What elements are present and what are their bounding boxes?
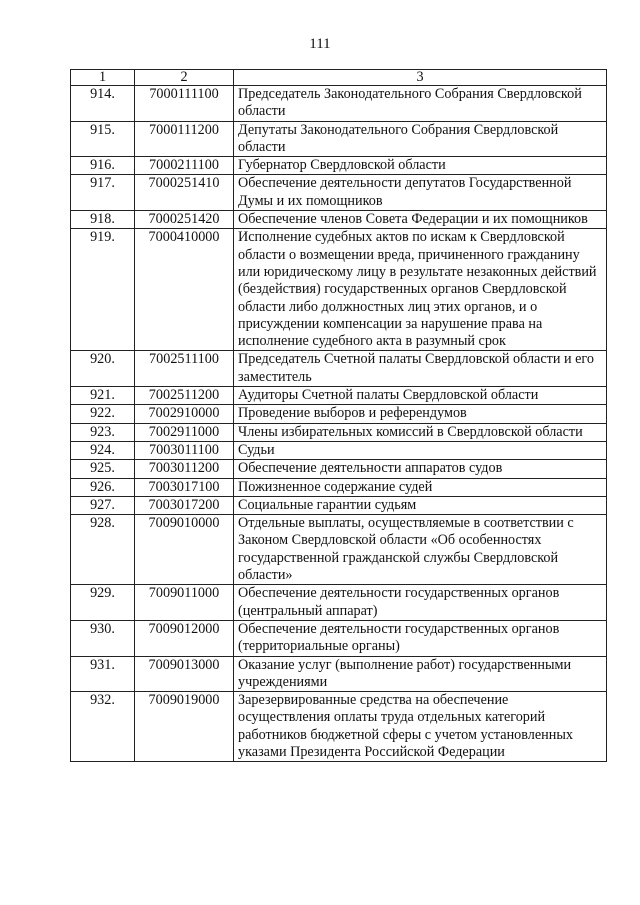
table-row (71, 351, 607, 387)
row-code: 7002511100 (135, 351, 234, 387)
row-code: 7000410000 (135, 229, 234, 351)
row-name: Аудиторы Счетной палаты Свердловской области (234, 387, 607, 405)
row-name: Обеспечение деятельности государственных органов (центральный аппарат) (234, 585, 607, 621)
row-number: 921. (71, 387, 135, 405)
table-header-row (71, 70, 607, 86)
row-name: Председатель Счетной палаты Свердловской области и его заместитель (234, 351, 607, 387)
table-body (71, 86, 607, 762)
row-name: Обеспечение членов Совета Федерации и их помощников (234, 211, 607, 229)
row-name: Социальные гарантии судьям (234, 496, 607, 514)
row-number: 930. (71, 620, 135, 656)
table-row (71, 620, 607, 656)
classification-table (70, 69, 607, 762)
row-number: 918. (71, 211, 135, 229)
page-number: 111 (309, 36, 331, 52)
table-row (71, 157, 607, 175)
header-col-3: 3 (234, 70, 607, 86)
row-name: Исполнение судебных актов по искам к Свердловской области о возмещении вреда, причиненного гражданину или юридическому лицу в результате незаконных действий (бездействия) государственных органов Свердловской области либо должностных лиц этих органов, и о присуждении компенсации за нарушение права на исполнение судебного акта в разумный срок (234, 229, 607, 351)
table-row (71, 211, 607, 229)
table-row (71, 656, 607, 692)
row-name: Обеспечение деятельности депутатов Государственной Думы и их помощников (234, 175, 607, 211)
row-number: 928. (71, 515, 135, 585)
row-number: 917. (71, 175, 135, 211)
row-code: 7000251410 (135, 175, 234, 211)
table-row (71, 229, 607, 351)
row-code: 7009010000 (135, 515, 234, 585)
row-name: Председатель Законодательного Собрания Свердловской области (234, 86, 607, 122)
row-number: 926. (71, 478, 135, 496)
row-code: 7002511200 (135, 387, 234, 405)
row-code: 7003017200 (135, 496, 234, 514)
row-number: 931. (71, 656, 135, 692)
table-row (71, 387, 607, 405)
row-code: 7000111100 (135, 86, 234, 122)
row-number: 925. (71, 460, 135, 478)
table-row (71, 515, 607, 585)
row-code: 7002910000 (135, 405, 234, 423)
table-row (71, 692, 607, 762)
row-name: Пожизненное содержание судей (234, 478, 607, 496)
row-code: 7000111200 (135, 121, 234, 157)
row-name: Депутаты Законодательного Собрания Свердловской области (234, 121, 607, 157)
row-number: 927. (71, 496, 135, 514)
row-number: 922. (71, 405, 135, 423)
row-name: Оказание услуг (выполнение работ) государственными учреждениями (234, 656, 607, 692)
row-code: 7003011200 (135, 460, 234, 478)
row-number: 919. (71, 229, 135, 351)
row-number: 915. (71, 121, 135, 157)
table-row (71, 478, 607, 496)
row-code: 7009012000 (135, 620, 234, 656)
row-number: 929. (71, 585, 135, 621)
row-name: Судьи (234, 441, 607, 459)
row-code: 7000211100 (135, 157, 234, 175)
row-name: Обеспечение деятельности государственных органов (территориальные органы) (234, 620, 607, 656)
row-name: Члены избирательных комиссий в Свердловской области (234, 423, 607, 441)
table-row (71, 496, 607, 514)
table-row (71, 86, 607, 122)
table-row (71, 405, 607, 423)
row-name: Отдельные выплаты, осуществляемые в соответствии с Законом Свердловской области «Об особенностях государственной гражданской службы Свердловской области» (234, 515, 607, 585)
row-number: 916. (71, 157, 135, 175)
row-name: Обеспечение деятельности аппаратов судов (234, 460, 607, 478)
row-code: 7009019000 (135, 692, 234, 762)
row-number: 932. (71, 692, 135, 762)
row-number: 920. (71, 351, 135, 387)
row-name: Проведение выборов и референдумов (234, 405, 607, 423)
row-code: 7000251420 (135, 211, 234, 229)
row-code: 7003011100 (135, 441, 234, 459)
header-col-1: 1 (71, 70, 135, 86)
row-name: Губернатор Свердловской области (234, 157, 607, 175)
row-code: 7003017100 (135, 478, 234, 496)
row-number: 914. (71, 86, 135, 122)
row-code: 7009013000 (135, 656, 234, 692)
header-col-2: 2 (135, 70, 234, 86)
row-number: 923. (71, 423, 135, 441)
row-name: Зарезервированные средства на обеспечение осуществления оплаты труда отдельных категорий работников бюджетной сферы с учетом установленных указами Президента Российской Федерации (234, 692, 607, 762)
row-number: 924. (71, 441, 135, 459)
table-row (71, 585, 607, 621)
row-code: 7002911000 (135, 423, 234, 441)
table-row (71, 121, 607, 157)
table-row (71, 441, 607, 459)
table-row (71, 460, 607, 478)
table-row (71, 423, 607, 441)
row-code: 7009011000 (135, 585, 234, 621)
table-row (71, 175, 607, 211)
